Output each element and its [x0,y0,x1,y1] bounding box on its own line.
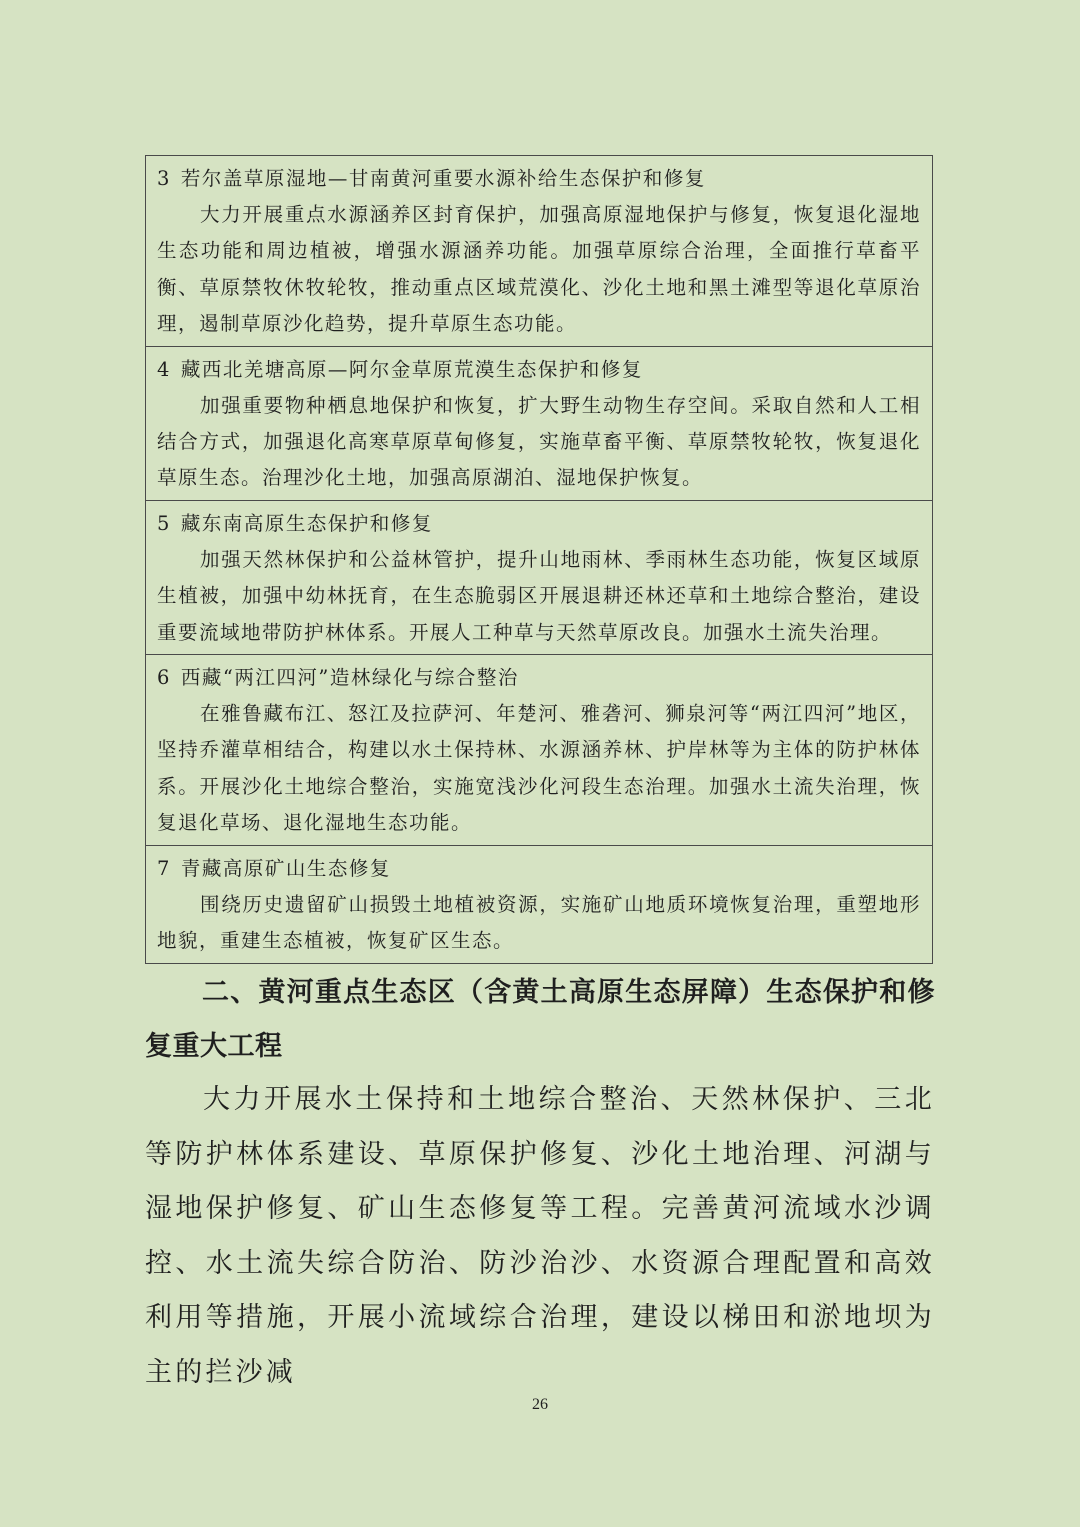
table-row [146,845,932,963]
body-paragraph: 大力开展水土保持和土地综合整治、天然林保护、三北等防护林体系建设、草原保护修复、沙化土地治理、河湖与湿地保护修复、矿山生态修复等工程。完善黄河流域水沙调控、水土流失综合防治、防沙治沙、水资源合理配置和高效利用等措施，开展小流域综合治理，建设以梯田和淤地坝为主的拦沙减 [145,1084,935,1388]
row-body: 在雅鲁藏布江、怒江及拉萨河、年楚河、雅砻河、狮泉河等“两江四河”地区，坚持乔灌草相结合，构建以水土保持林、水源涵养林、护岸林等为主体的防护林体系。开展沙化土地综合整治，实施宽浅沙化河段生态治理。加强水土流失治理，恢复退化草场、退化湿地生态功能。 [157,702,921,835]
row-title: 5 藏东南高原生态保护和修复 [157,506,921,542]
row-title: 7 青藏高原矿山生态修复 [157,851,921,887]
row-number: 7 [157,856,171,880]
section-heading: 二、黄河重点生态区（含黄土高原生态屏障）生态保护和修复重大工程 [145,977,935,1062]
row-number: 5 [157,511,171,535]
row-number: 3 [157,167,171,190]
row-number: 4 [157,357,171,381]
row-body: 加强天然林保护和公益林管护，提升山地雨林、季雨林生态功能，恢复区域原生植被，加强中幼林抚育，在生态脆弱区开展退耕还林还草和土地综合整治，建设重要流域地带防护林体系。开展人工种草与天然草原改良。加强水土流失治理。 [157,547,921,644]
row-body: 大力开展重点水源涵养区封育保护，加强高原湿地保护与修复，恢复退化湿地生态功能和周边植被，增强水源涵养功能。加强草原综合治理，全面推行草畜平衡、草原禁牧休牧轮牧，推动重点区域荒漠化、沙化土地和黑土滩型等退化草原治理，遏制草原沙化趋势，提升草原生态功能。 [157,203,921,336]
row-number: 6 [157,666,171,690]
table-row [146,156,932,346]
row-title: 4 藏西北羌塘高原—阿尔金草原荒漠生态保护和修复 [157,352,921,388]
table-row [146,654,932,845]
row-title: 3 若尔盖草原湿地—甘南黄河重要水源补给生态保护和修复 [157,161,921,197]
page-number: 26 [532,1396,548,1413]
row-body: 围绕历史遗留矿山损毁土地植被资源，实施矿山地质环境恢复治理，重塑地形地貌，重建生态植被，恢复矿区生态。 [157,892,921,953]
table-row [146,500,932,654]
table-row [146,346,932,500]
row-body: 加强重要物种栖息地保护和恢复，扩大野生动物生存空间。采取自然和人工相结合方式，加强退化高寒草原草甸修复，实施草畜平衡、草原禁牧轮牧，恢复退化草原生态。治理沙化土地，加强高原湖泊、湿地保护恢复。 [157,393,921,490]
row-title: 6 西藏“两江四河”造林绿化与综合整治 [157,660,921,696]
project-table [145,155,933,964]
